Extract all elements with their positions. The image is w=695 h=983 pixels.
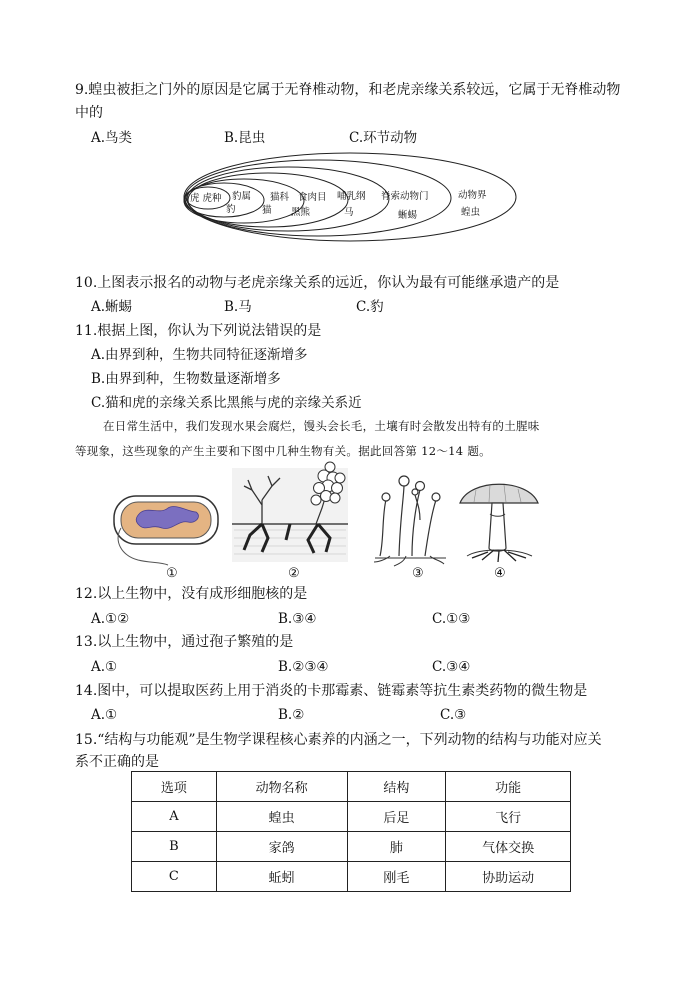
q12-option-b: B.③④ — [278, 611, 317, 627]
label-kingdom: 动物界 — [458, 190, 487, 201]
q9-option-c: C.环节动物 — [349, 130, 418, 146]
ellipse-family — [184, 179, 304, 223]
header-cell: 结构 — [347, 772, 446, 802]
header-cell: 动物名称 — [216, 772, 347, 802]
table-cell: 刚毛 — [347, 862, 446, 892]
table-cell: 蝗虫 — [216, 802, 347, 832]
q13-option-b: B.②③④ — [278, 659, 329, 675]
q13-option-a: A.① — [91, 659, 118, 675]
table-cell: B — [132, 832, 217, 862]
q11-option-c: C.猫和虎的亲缘关系比黑熊与虎的亲缘关系近 — [91, 395, 362, 411]
table-cell: 气体交换 — [446, 832, 571, 862]
q14-option-b: B.② — [278, 707, 305, 723]
q14-stem: 14.图中，可以提取医药上用于消炎的卡那霉素、链霉素等抗生素类药物的微生物是 — [75, 683, 588, 699]
header-cell: 功能 — [446, 772, 571, 802]
label-lizard: 蜥蜴 — [398, 210, 418, 221]
label-family: 猫科 — [270, 192, 290, 203]
label-horse: 马 — [344, 207, 354, 218]
q15-stem-line2: 系不正确的是 — [75, 754, 159, 770]
ellipse-species — [186, 187, 230, 209]
table-cell: 家鸽 — [216, 832, 347, 862]
table-cell: 飞行 — [446, 802, 571, 832]
q15-stem-line1: 15.“结构与功能观”是生物学课程核心素养的内涵之一，下列动物的结构与功能对应关 — [75, 732, 602, 748]
label-genus: 豹属 — [232, 191, 252, 202]
q9-option-b: B.昆虫 — [224, 130, 266, 146]
q11-stem: 11.根据上图，你认为下列说法错误的是 — [75, 323, 322, 339]
q11-option-b: B.由界到种，生物数量逐渐增多 — [91, 371, 281, 387]
q10-option-c: C.豹 — [356, 299, 384, 315]
table-cell: A — [132, 802, 217, 832]
label-tiger-species: 虎 虎种 — [190, 193, 222, 204]
q9-stem-line2: 中的 — [75, 105, 103, 121]
label-order: 食肉目 — [298, 192, 327, 203]
figure-label-2: ② — [288, 566, 300, 581]
q15-table — [131, 771, 571, 892]
ellipse-order — [188, 173, 348, 227]
table-cell: 蚯蚓 — [216, 862, 347, 892]
q10-option-b: B.马 — [224, 299, 252, 315]
mushroom-image — [460, 484, 538, 562]
table-row — [132, 832, 571, 862]
q12-stem: 12.以上生物中，没有成形细胞核的是 — [75, 586, 308, 602]
q12-option-c: C.①③ — [432, 611, 471, 627]
table-row — [132, 802, 571, 832]
figure-label-3: ③ — [412, 566, 424, 581]
q12-option-a: A.①② — [91, 611, 130, 627]
q9-stem-line1: 9.蝗虫被拒之门外的原因是它属于无脊椎动物，和老虎亲缘关系较远，它属于无脊椎动物 — [75, 82, 621, 98]
intro-line1: 在日常生活中，我们发现水果会腐烂，馒头会长毛，土壤有时会散发出特有的土腥味 — [103, 419, 540, 433]
table-header-row — [132, 772, 571, 802]
label-cat: 猫 — [262, 205, 272, 216]
q11-option-a: A.由界到种，生物共同特征逐渐增多 — [91, 347, 308, 363]
table-row — [132, 862, 571, 892]
q13-option-c: C.③④ — [432, 659, 471, 675]
label-locust: 蝗虫 — [461, 207, 481, 218]
label-leopard: 豹 — [226, 204, 236, 215]
table-cell: 肺 — [347, 832, 446, 862]
ellipse-class — [187, 167, 389, 231]
ellipse-phylum — [185, 160, 451, 236]
figure-label-4: ④ — [494, 566, 506, 581]
q14-option-a: A.① — [91, 707, 118, 723]
sporangium-mold-image — [374, 476, 446, 566]
q14-option-c: C.③ — [440, 707, 467, 723]
mold-image — [232, 462, 348, 562]
q13-stem: 13.以上生物中，通过孢子繁殖的是 — [75, 634, 294, 650]
label-class: 哺乳纲 — [337, 191, 366, 202]
q10-option-a: A.蜥蜴 — [91, 299, 133, 315]
figure-label-1: ① — [166, 566, 178, 581]
bacterium-image — [114, 496, 218, 565]
q9-option-a: A.鸟类 — [91, 130, 133, 146]
header-cell: 选项 — [132, 772, 217, 802]
ellipse-genus — [184, 183, 264, 217]
label-phylum: 脊索动物门 — [381, 191, 429, 202]
ellipse-kingdom — [184, 153, 516, 241]
label-black-bear: 黑熊 — [291, 207, 311, 218]
table-cell: 协助运动 — [446, 862, 571, 892]
table-cell: C — [132, 862, 217, 892]
q10-stem: 10.上图表示报名的动物与老虎亲缘关系的远近，你认为最有可能继承遗产的是 — [75, 275, 560, 291]
table-cell: 后足 — [347, 802, 446, 832]
intro-line2: 等现象，这些现象的产生主要和下图中几种生物有关。据此回答第 12～14 题。 — [75, 444, 491, 458]
